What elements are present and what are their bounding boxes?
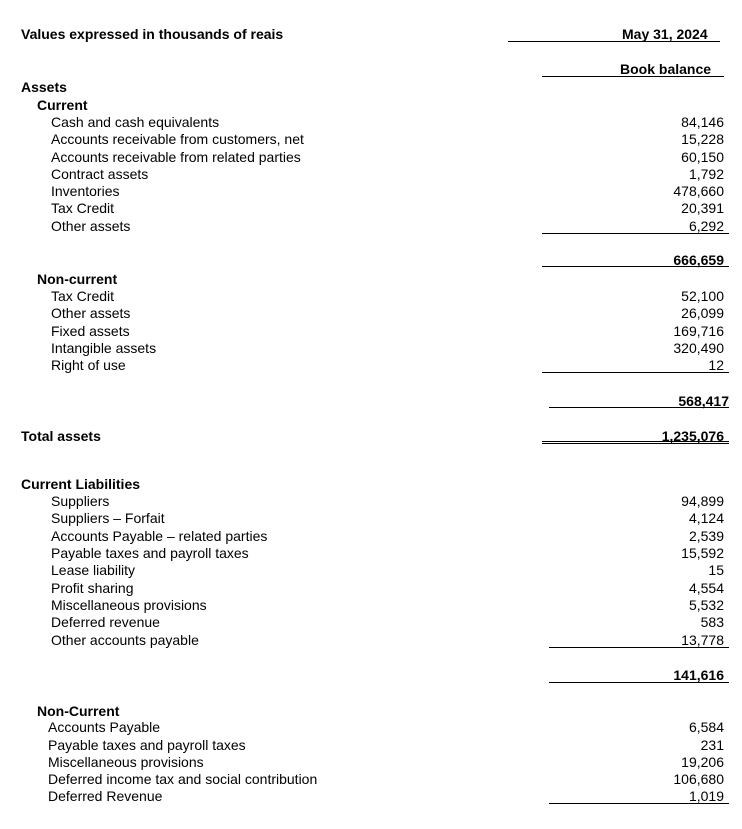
- line-item-value: 106,680: [673, 771, 724, 787]
- total-double-rule: [542, 441, 729, 444]
- column-header: Book balance: [620, 61, 712, 77]
- line-item-label: Accounts receivable from related parties: [51, 149, 301, 165]
- line-item-label: Payable taxes and payroll taxes: [48, 737, 246, 753]
- line-item-value: 20,391: [681, 200, 724, 216]
- line-item-label: Lease liability: [51, 562, 136, 578]
- line-item-value: 169,716: [673, 323, 724, 339]
- line-item-label: Intangible assets: [51, 340, 157, 356]
- line-item-label: Miscellaneous provisions: [51, 597, 207, 613]
- line-item-value: 1,019: [688, 788, 724, 804]
- line-item-value: 94,899: [681, 493, 724, 509]
- line-item-value: 15: [708, 562, 724, 578]
- assets-heading: Assets: [21, 79, 67, 95]
- current-assets-heading: Current: [37, 97, 88, 113]
- line-item-label: Tax Credit: [51, 288, 115, 304]
- line-item-label: Other assets: [51, 305, 131, 321]
- line-item-value: 19,206: [681, 754, 724, 770]
- total-assets-label: Total assets: [21, 428, 101, 444]
- line-item-label: Suppliers: [51, 493, 110, 509]
- line-item-value: 478,660: [673, 183, 724, 199]
- line-item-value: 15,592: [681, 545, 724, 561]
- line-item-label: Miscellaneous provisions: [48, 754, 204, 770]
- line-item-value: 26,099: [681, 305, 724, 321]
- line-item-label: Contract assets: [51, 166, 149, 182]
- line-item-value: 13,778: [681, 632, 724, 648]
- line-item-value: 84,146: [681, 114, 724, 130]
- date-header: May 31, 2024: [622, 26, 708, 42]
- line-item-label: Suppliers – Forfait: [51, 510, 165, 526]
- line-item-value: 6,292: [688, 218, 724, 234]
- units-note: Values expressed in thousands of reais: [21, 26, 284, 42]
- subtotal-rule: [542, 233, 729, 234]
- line-item-value: 231: [700, 737, 724, 753]
- line-item-label: Deferred revenue: [51, 614, 160, 630]
- subtotal-rule: [549, 682, 729, 683]
- line-item-label: Right of use: [51, 357, 126, 373]
- subtotal-rule: [549, 647, 729, 648]
- line-item-label: Tax Credit: [51, 200, 115, 216]
- subtotal-rule: [549, 407, 729, 408]
- line-item-value: 60,150: [681, 149, 724, 165]
- line-item-value: 5,532: [688, 597, 724, 613]
- line-item-value: 12: [708, 357, 724, 373]
- line-item-label: Other assets: [51, 218, 131, 234]
- line-item-value: 15,228: [681, 131, 724, 147]
- subtotal-rule: [549, 803, 729, 804]
- line-item-label: Other accounts payable: [51, 632, 199, 648]
- subtotal-rule: [542, 372, 729, 373]
- line-item-value: 583: [700, 614, 724, 630]
- line-item-value: 4,554: [688, 580, 724, 596]
- current-liabilities-total: 141,616: [673, 667, 724, 683]
- line-item-value: 4,124: [688, 510, 724, 526]
- line-item-value: 320,490: [673, 340, 724, 356]
- line-item-label: Cash and cash equivalents: [51, 114, 220, 130]
- date-underline: [508, 41, 720, 42]
- current-assets-total: 666,659: [673, 252, 724, 268]
- total-assets-value: 1,235,076: [661, 428, 724, 444]
- line-item-value: 1,792: [688, 166, 724, 182]
- line-item-value: 2,539: [688, 528, 724, 544]
- line-item-label: Inventories: [51, 183, 120, 199]
- line-item-label: Deferred Revenue: [48, 788, 163, 804]
- noncurrent-assets-heading: Non-current: [37, 271, 118, 287]
- line-item-label: Payable taxes and payroll taxes: [51, 545, 249, 561]
- noncurrent-liabilities-heading: Non-Current: [37, 703, 120, 719]
- line-item-label: Accounts Payable: [48, 719, 161, 735]
- line-item-value: 6,584: [688, 719, 724, 735]
- line-item-label: Accounts Payable – related parties: [51, 528, 268, 544]
- line-item-label: Fixed assets: [51, 323, 130, 339]
- line-item-label: Accounts receivable from customers, net: [51, 131, 304, 147]
- noncurrent-assets-total: 568,417: [678, 393, 729, 409]
- line-item-value: 52,100: [681, 288, 724, 304]
- current-liabilities-heading: Current Liabilities: [21, 476, 141, 492]
- column-underline: [542, 76, 724, 77]
- line-item-label: Profit sharing: [51, 580, 134, 596]
- line-item-label: Deferred income tax and social contribution: [48, 771, 318, 787]
